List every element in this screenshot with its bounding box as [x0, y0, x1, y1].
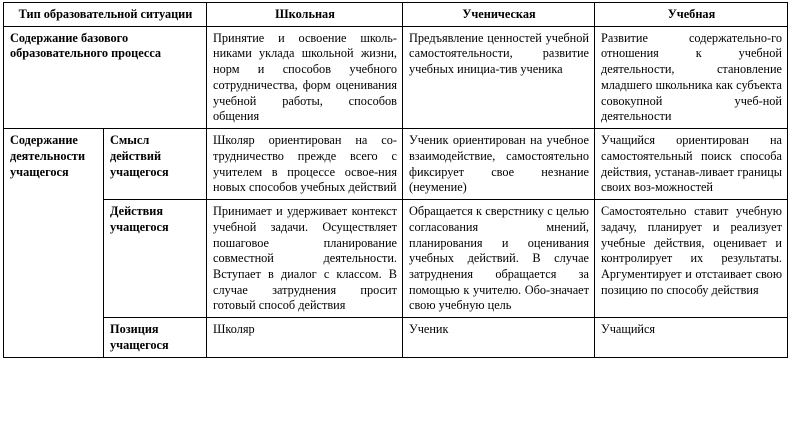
sub-label-meaning-of-actions: Смысл действий учащегося — [104, 129, 207, 200]
cell-base-process-school: Принятие и освоение школь-никами уклада школьной жизни, норм и способов учебного сотрудничества, форм оценивания учебной работы, способов общения — [207, 26, 403, 128]
sub-label-position: Позиция учащегося — [104, 318, 207, 357]
table-header — [4, 3, 788, 27]
cell-base-process-pupil: Предъявление ценностей учебной самостоятельности, развитие учебных инициа-тив ученика — [403, 26, 595, 128]
table-row — [4, 129, 788, 200]
table-row — [4, 26, 788, 128]
cell-position-learning: Учащийся — [595, 318, 788, 357]
cell-actions-school: Принимает и удерживает контекст учебной задачи. Осуществляет пошаговое планирование совместной деятельности. Вступает в диалог с классом. В случае затруднения просит готовый способ действия — [207, 200, 403, 318]
sub-label-actions: Действия учащегося — [104, 200, 207, 318]
column-header-pupil: Ученическая — [403, 3, 595, 27]
cell-meaning-school: Школяр ориентирован на со-трудничество прежде всего с учителем в процессе освое-ния новых способов учебных действий — [207, 129, 403, 200]
cell-base-process-learning: Развитие содержательно-го отношения к учебной деятельности, становление младшего школьника как субъекта совокупной учеб-ной деятельности — [595, 26, 788, 128]
column-header-school: Школьная — [207, 3, 403, 27]
table-row — [4, 200, 788, 318]
column-header-learning: Учебная — [595, 3, 788, 27]
cell-meaning-pupil: Ученик ориентирован на учебное взаимодействие, самостоятельно фиксирует свое незнание (неумение) — [403, 129, 595, 200]
cell-position-pupil: Ученик — [403, 318, 595, 357]
table-header-row — [4, 3, 788, 27]
cell-meaning-learning: Учащийся ориентирован на самостоятельный поиск способа действия, устанав-ливает границы своих воз-можностей — [595, 129, 788, 200]
cell-actions-learning: Самостоятельно ставит учебную задачу, планирует и реализует учебные действия, оценивает и контролирует их результаты. Аргументирует и отстаивает свою позицию по способу действия — [595, 200, 788, 318]
column-header-situation-type: Тип образовательной ситуации — [4, 3, 207, 27]
cell-actions-pupil: Обращается к сверстнику с целью согласования мнений, планирования и оценивания учебных действий. В случае затруднения обращается за помощью к учителю. Обо-значает свою учебную цель — [403, 200, 595, 318]
educational-situations-table — [3, 2, 788, 358]
row-label-base-process: Содержание базового образовательного процесса — [4, 26, 207, 128]
table-row — [4, 318, 788, 357]
table-body — [4, 26, 788, 357]
cell-position-school: Школяр — [207, 318, 403, 357]
row-label-student-activity: Содержание деятельности учащегося — [4, 129, 104, 358]
